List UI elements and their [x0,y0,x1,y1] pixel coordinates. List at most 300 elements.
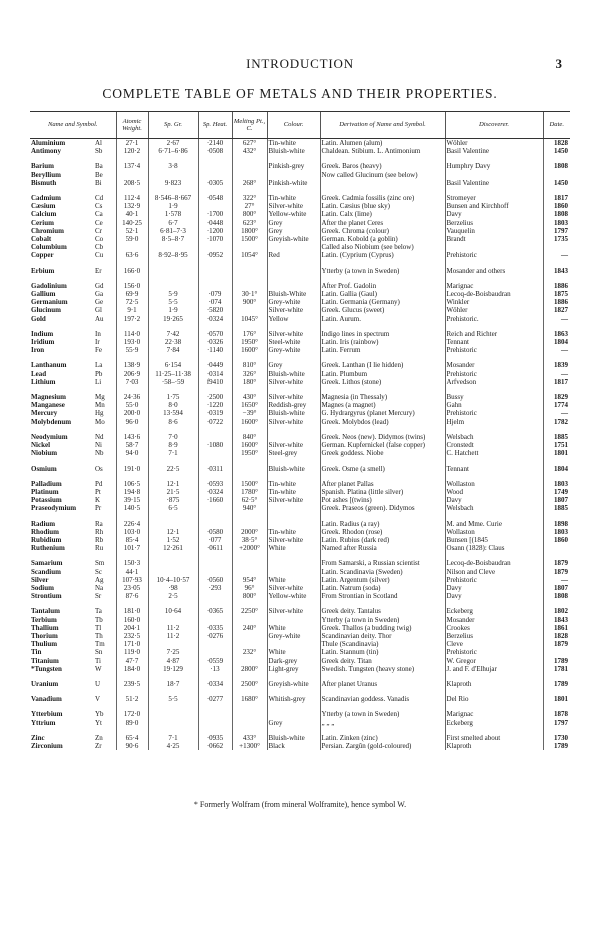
symbol-cell: Ta [95,607,102,616]
colour-cell: White [267,544,320,552]
symbol-cell: Ni [95,441,102,450]
specific-heat-cell [198,267,232,275]
discoverer-cell [445,243,543,251]
table-row [30,568,570,576]
melting-point-cell: 432° [232,147,267,155]
table-row [30,139,570,148]
table-row [30,171,570,179]
table-row [30,441,570,449]
metal-name-cell: Terbium [31,615,57,624]
specific-heat-cell: ·5820 [198,306,232,314]
colour-cell: Grey [267,227,320,235]
group-spacer [30,187,570,194]
atomic-weight-cell: 239·5 [116,680,148,688]
discoverer-cell: Wöhler [445,139,543,148]
specific-heat-cell: ·1070 [198,235,232,243]
specific-heat-cell [198,504,232,512]
table-row [30,680,570,688]
specific-heat-cell: ·0449 [198,361,232,369]
date-cell: 1801 [543,449,570,457]
colour-cell: Silver-white [267,536,320,544]
date-cell: — [543,251,570,259]
group-spacer [30,386,570,393]
atomic-weight-cell: 140·25 [116,219,148,227]
group-spacer [30,260,570,267]
derivation-cell: Chaldean. Stibium. L. Antimonium [320,147,445,155]
specific-heat-cell: ·0580 [198,528,232,536]
date-cell: 1863 [543,330,570,338]
derivation-cell: Greek deity. Titan [320,657,445,665]
colour-cell: Silver-white [267,607,320,615]
discoverer-cell: Prehistoric [445,648,543,656]
colour-cell: Silver-white [267,306,320,314]
discoverer-cell: Mosander [445,616,543,624]
derivation-cell: From Samarski, a Russian scientist [320,559,445,567]
atomic-weight-cell: 27·1 [116,139,148,148]
column-header-name-symbol: Name and Symbol. [30,112,116,139]
symbol-cell: Ra [95,519,103,528]
table-row [30,584,570,592]
atomic-weight-cell: 191·0 [116,465,148,473]
date-cell: — [543,346,570,354]
atomic-weight-cell: 232·5 [116,632,148,640]
discoverer-cell: Basil Valentine [445,179,543,187]
atomic-weight-cell: 23·05 [116,584,148,592]
derivation-cell: Latin. Alumen (alum) [320,139,445,148]
melting-point-cell: 1780° [232,488,267,496]
metal-name-cell: Vanadium [31,695,62,704]
derivation-cell: Now called Glucinum (see below) [320,171,445,179]
specific-heat-cell: ·0570 [198,330,232,338]
discoverer-cell: Wollaston [445,480,543,488]
discoverer-cell: Prehistoric [445,576,543,584]
discoverer-cell: Reich and Richter [445,330,543,338]
symbol-cell: Sr [95,592,102,601]
metal-name-cell: Rhodium [31,527,60,536]
colour-cell: Dark-grey [267,657,320,665]
specific-gravity-cell: 2·67 [148,139,198,148]
specific-gravity-cell: 6·5 [148,504,198,512]
specific-gravity-cell: 6·7 [148,219,198,227]
derivation-cell: Latin. Zinken (zinc) [320,734,445,742]
specific-heat-cell [198,171,232,179]
specific-gravity-cell: 10·64 [148,607,198,615]
symbol-cell: Cb [95,243,104,252]
colour-cell [267,282,320,290]
column-header-atomic-weight: Atomic Weight. [116,112,148,139]
derivation-cell: Magnes (a magnet) [320,401,445,409]
specific-gravity-cell: 7·1 [148,449,198,457]
specific-heat-cell [198,710,232,718]
colour-cell: Grey [267,361,320,369]
date-cell: 1789 [543,680,570,688]
group-spacer [30,275,570,282]
symbol-cell: Yb [95,710,104,719]
metal-name-cell: Nickel [31,441,51,450]
date-cell: 1860 [543,202,570,210]
atomic-weight-cell: 208·5 [116,179,148,187]
derivation-cell: Latin. Argentum (silver) [320,576,445,584]
date-cell: 1843 [543,616,570,624]
melting-point-cell [232,520,267,528]
colour-cell [267,616,320,624]
table-row [30,536,570,544]
discoverer-cell: J. and F. d'Elhujar [445,665,543,673]
symbol-cell: Ir [95,338,100,347]
symbol-cell: Al [95,139,102,147]
specific-gravity-cell: ·875 [148,496,198,504]
date-cell: 1886 [543,298,570,306]
atomic-weight-cell: 7·03 [116,378,148,386]
column-header-melting-point: Melting Pt., C. [232,112,267,139]
symbol-cell: Ti [95,656,101,665]
specific-gravity-cell: 7·84 [148,346,198,354]
specific-gravity-cell: 11·2 [148,632,198,640]
derivation-cell: Named after Russia [320,544,445,552]
melting-point-cell [232,640,267,648]
specific-gravity-cell: 5·5 [148,298,198,306]
colour-cell: Bluish-white [267,370,320,378]
colour-cell: Grey [267,719,320,727]
date-cell: 1828 [543,139,570,148]
colour-cell: White [267,624,320,632]
table-row [30,409,570,417]
discoverer-cell: Lecoq-de-Boisbaudran [445,559,543,567]
atomic-weight-cell: 119·0 [116,648,148,656]
atomic-weight-cell: 96·0 [116,418,148,426]
table-row [30,418,570,426]
specific-gravity-cell: 8·92–8·95 [148,251,198,259]
symbol-cell: Pb [95,369,103,378]
table-row [30,719,570,727]
colour-cell: Grey-white [267,346,320,354]
derivation-cell: Greek. Chroma (colour) [320,227,445,235]
date-cell: 1817 [543,194,570,202]
derivation-cell: Latin. Calx (lime) [320,210,445,218]
atomic-weight-cell: 138·9 [116,361,148,369]
table-row [30,607,570,615]
group-spacer [30,688,570,695]
atomic-weight-cell: 184·0 [116,665,148,673]
discoverer-cell: Mosander [445,361,543,369]
melting-point-cell [232,267,267,275]
colour-cell: Yellow-white [267,210,320,218]
symbol-cell: K [95,496,101,505]
symbol-cell: Be [95,170,103,179]
melting-point-cell [232,568,267,576]
table-row [30,624,570,632]
melting-point-cell [232,465,267,473]
page-number: 3 [555,56,562,71]
derivation-cell: Greek goddess. Niobe [320,449,445,457]
atomic-weight-cell [116,243,148,251]
derivation-cell: From Strontian in Scotland [320,592,445,600]
specific-heat-cell: ·0611 [198,544,232,552]
derivation-cell: Latin. Scandinavia (Sweden) [320,568,445,576]
metal-name-cell: Palladium [31,479,62,488]
atomic-weight-cell: 65·4 [116,734,148,742]
specific-gravity-cell: 7·0 [148,433,198,441]
date-cell: 1803 [543,528,570,536]
discoverer-cell: Welsbach [445,504,543,512]
atomic-weight-cell: 87·6 [116,592,148,600]
table-row [30,330,570,338]
metal-name-cell: Columbium [31,243,67,252]
atomic-weight-cell: 44·1 [116,568,148,576]
symbol-cell: Hg [95,409,104,418]
atomic-weight-cell: 55·9 [116,346,148,354]
specific-gravity-cell: 8·0 [148,401,198,409]
colour-cell: Silver-white [267,330,320,338]
melting-point-cell: 433° [232,734,267,742]
specific-gravity-cell: 8·5–8·7 [148,235,198,243]
date-cell: 1781 [543,665,570,673]
specific-gravity-cell: 1·9 [148,202,198,210]
atomic-weight-cell: 114·0 [116,330,148,338]
symbol-cell: Cu [95,251,104,260]
group-spacer [30,703,570,710]
specific-gravity-cell: 1·75 [148,393,198,401]
date-cell: 1879 [543,559,570,567]
date-cell: 1730 [543,734,570,742]
derivation-cell: Greek. Thallos (a budding twig) [320,624,445,632]
table-row [30,640,570,648]
derivation-cell: Latin. Stannum (tin) [320,648,445,656]
specific-heat-cell: ·074 [198,298,232,306]
date-cell: 1885 [543,433,570,441]
derivation-cell: Latin. Radius (a ray) [320,520,445,528]
discoverer-cell: Bussy [445,393,543,401]
atomic-weight-cell: 107·93 [116,576,148,584]
symbol-cell: Ag [95,575,104,584]
metal-name-cell: Radium [31,519,56,528]
colour-cell: Greyish-white [267,235,320,243]
date-cell: 1861 [543,624,570,632]
discoverer-cell: Cronstedt [445,441,543,449]
melting-point-cell [232,559,267,567]
derivation-cell: Latin. Rubius (dark red) [320,536,445,544]
derivation-cell: Greek deity. Tantalus [320,607,445,615]
atomic-weight-cell: 90·6 [116,742,148,750]
specific-heat-cell: ·1200 [198,227,232,235]
metal-name-cell: Strontium [31,592,62,601]
table-row [30,496,570,504]
melting-point-cell: 1650° [232,401,267,409]
specific-gravity-cell [148,616,198,624]
specific-gravity-cell: ·58–·59 [148,378,198,386]
metal-name-cell: Thallium [31,623,59,632]
table-row [30,346,570,354]
specific-heat-cell: ·0276 [198,632,232,640]
colour-cell: Silver-white [267,441,320,449]
discoverer-cell: Osann (1828): Claus [445,544,543,552]
specific-gravity-cell [148,710,198,718]
specific-heat-cell: ·0324 [198,488,232,496]
specific-gravity-cell [148,568,198,576]
specific-gravity-cell [148,559,198,567]
specific-gravity-cell: 6·81–7·3 [148,227,198,235]
specific-heat-cell: ·0277 [198,695,232,703]
metal-name-cell: Ruthenium [31,544,65,553]
table-row [30,742,570,750]
atomic-weight-cell: 166·0 [116,267,148,275]
metal-name-cell: Cæsium [31,202,56,211]
date-cell: 1774 [543,401,570,409]
table-row [30,433,570,441]
metal-name-cell: *Tungsten [31,664,62,673]
derivation-cell: Magnesia (in Thessaly) [320,393,445,401]
discoverer-cell: Berzelius [445,219,543,227]
symbol-cell: Mg [95,393,105,402]
metal-name-cell: Lead [31,369,47,378]
melting-point-cell: 180° [232,378,267,386]
colour-cell [267,710,320,718]
discoverer-cell: Winkler [445,298,543,306]
table-header [30,112,570,139]
discoverer-cell: First smelted about [445,734,543,742]
symbol-cell: Tm [95,640,105,649]
specific-heat-cell: ·0935 [198,734,232,742]
symbol-cell: Au [95,314,104,323]
specific-gravity-cell: 19·129 [148,665,198,673]
colour-cell: Grey-white [267,632,320,640]
specific-gravity-cell: 13·594 [148,409,198,417]
metal-name-cell: Scandium [31,567,61,576]
symbol-cell: Gd [95,281,104,290]
melting-point-cell: 38·5° [232,536,267,544]
discoverer-cell: Klaproth [445,680,543,688]
colour-cell: Light-grey [267,665,320,673]
derivation-cell: Scandinavian goddess. Vanadis [320,695,445,703]
symbol-cell: Yt [95,718,102,727]
derivation-cell: Scandinavian deity. Thor [320,632,445,640]
colour-cell: Reddish-grey [267,401,320,409]
colour-cell: Bluish-white [267,409,320,417]
derivation-cell: Greek. Praseos (green). Didymos [320,504,445,512]
specific-heat-cell: ·0952 [198,251,232,259]
group-spacer [30,600,570,607]
specific-gravity-cell: 5·9 [148,290,198,298]
melting-point-cell: 1950° [232,449,267,457]
melting-point-cell: 2000° [232,528,267,536]
table-row [30,378,570,386]
melting-point-cell [232,243,267,251]
specific-heat-cell [198,433,232,441]
specific-gravity-cell [148,520,198,528]
date-cell: 1735 [543,235,570,243]
melting-point-cell: 1680° [232,695,267,703]
derivation-cell: Latin. (Cyprium (Cyprus) [320,251,445,259]
table-row [30,267,570,275]
date-cell: 1450 [543,179,570,187]
colour-cell: Tin-white [267,139,320,148]
group-spacer [30,513,570,520]
table-row [30,147,570,155]
melting-point-cell: 1500° [232,235,267,243]
symbol-cell: V [95,695,101,704]
table-row [30,219,570,227]
melting-point-cell: 1500° [232,480,267,488]
atomic-weight-cell: 40·1 [116,210,148,218]
date-cell [543,544,570,552]
atomic-weight-cell: 132·9 [116,202,148,210]
discoverer-cell: Prehistoric. [445,315,543,323]
discoverer-cell: M. and Mme. Curie [445,520,543,528]
date-cell: — [543,409,570,417]
metal-name-cell: Iron [31,346,45,355]
discoverer-cell: Del Rio [445,695,543,703]
melting-point-cell [232,719,267,727]
table-row [30,657,570,665]
colour-cell: Tin-white [267,528,320,536]
running-head-title: INTRODUCTION [246,56,354,71]
column-header-specific-gravity: Sp. Gr. [148,112,198,139]
melting-point-cell: 1800° [232,227,267,235]
derivation-cell: Greek. Neos (new). Didymos (twins) [320,433,445,441]
specific-heat-cell: ·13 [198,665,232,673]
footnote: * Formerly Wolfram (from mineral Wolframite), hence symbol W. [193,800,407,809]
derivation-cell: German. Kobold (a goblin) [320,235,445,243]
symbol-cell: Nb [95,449,104,458]
discoverer-cell: Crookes [445,624,543,632]
specific-heat-cell [198,568,232,576]
specific-heat-cell: ·0314 [198,370,232,378]
specific-gravity-cell [148,171,198,179]
derivation-cell: After planet Uranus [320,680,445,688]
specific-heat-cell [198,648,232,656]
group-spacer [30,354,570,361]
table-row [30,210,570,218]
atomic-weight-cell: 9·1 [116,306,148,314]
table-row [30,544,570,552]
symbol-cell: Ba [95,162,103,171]
colour-cell: Pinkish-grey [267,162,320,170]
specific-gravity-cell: 6·71–6·86 [148,147,198,155]
specific-heat-cell: ·1660 [198,496,232,504]
specific-gravity-cell [148,243,198,251]
colour-cell [267,171,320,179]
table-row [30,290,570,298]
metal-name-cell: Calcium [31,210,57,219]
metal-name-cell: Gadolinium [31,281,67,290]
atomic-weight-cell: 112·4 [116,194,148,202]
melting-point-cell: 326° [232,370,267,378]
discoverer-cell: Nilson and Cleve [445,568,543,576]
group-spacer [30,473,570,480]
atomic-weight-cell: 94·0 [116,449,148,457]
colour-cell [267,640,320,648]
date-cell: 1828 [543,632,570,640]
discoverer-cell: Cleve [445,640,543,648]
colour-cell: Silver-white [267,584,320,592]
table-row [30,616,570,624]
specific-heat-cell: ·1140 [198,346,232,354]
discoverer-cell: Davy [445,210,543,218]
symbol-cell: Bi [95,178,102,187]
atomic-weight-cell: 39·15 [116,496,148,504]
date-cell: 1803 [543,219,570,227]
date-cell: 1879 [543,640,570,648]
derivation-cell: After planet Pallas [320,480,445,488]
specific-heat-cell: ·079 [198,290,232,298]
atomic-weight-cell: 24·36 [116,393,148,401]
melting-point-cell: 940° [232,504,267,512]
specific-heat-cell [198,449,232,457]
colour-cell: Yellow-white [267,592,320,600]
melting-point-cell: 1600° [232,441,267,449]
date-cell: 1797 [543,227,570,235]
atomic-weight-cell: 193·0 [116,338,148,346]
